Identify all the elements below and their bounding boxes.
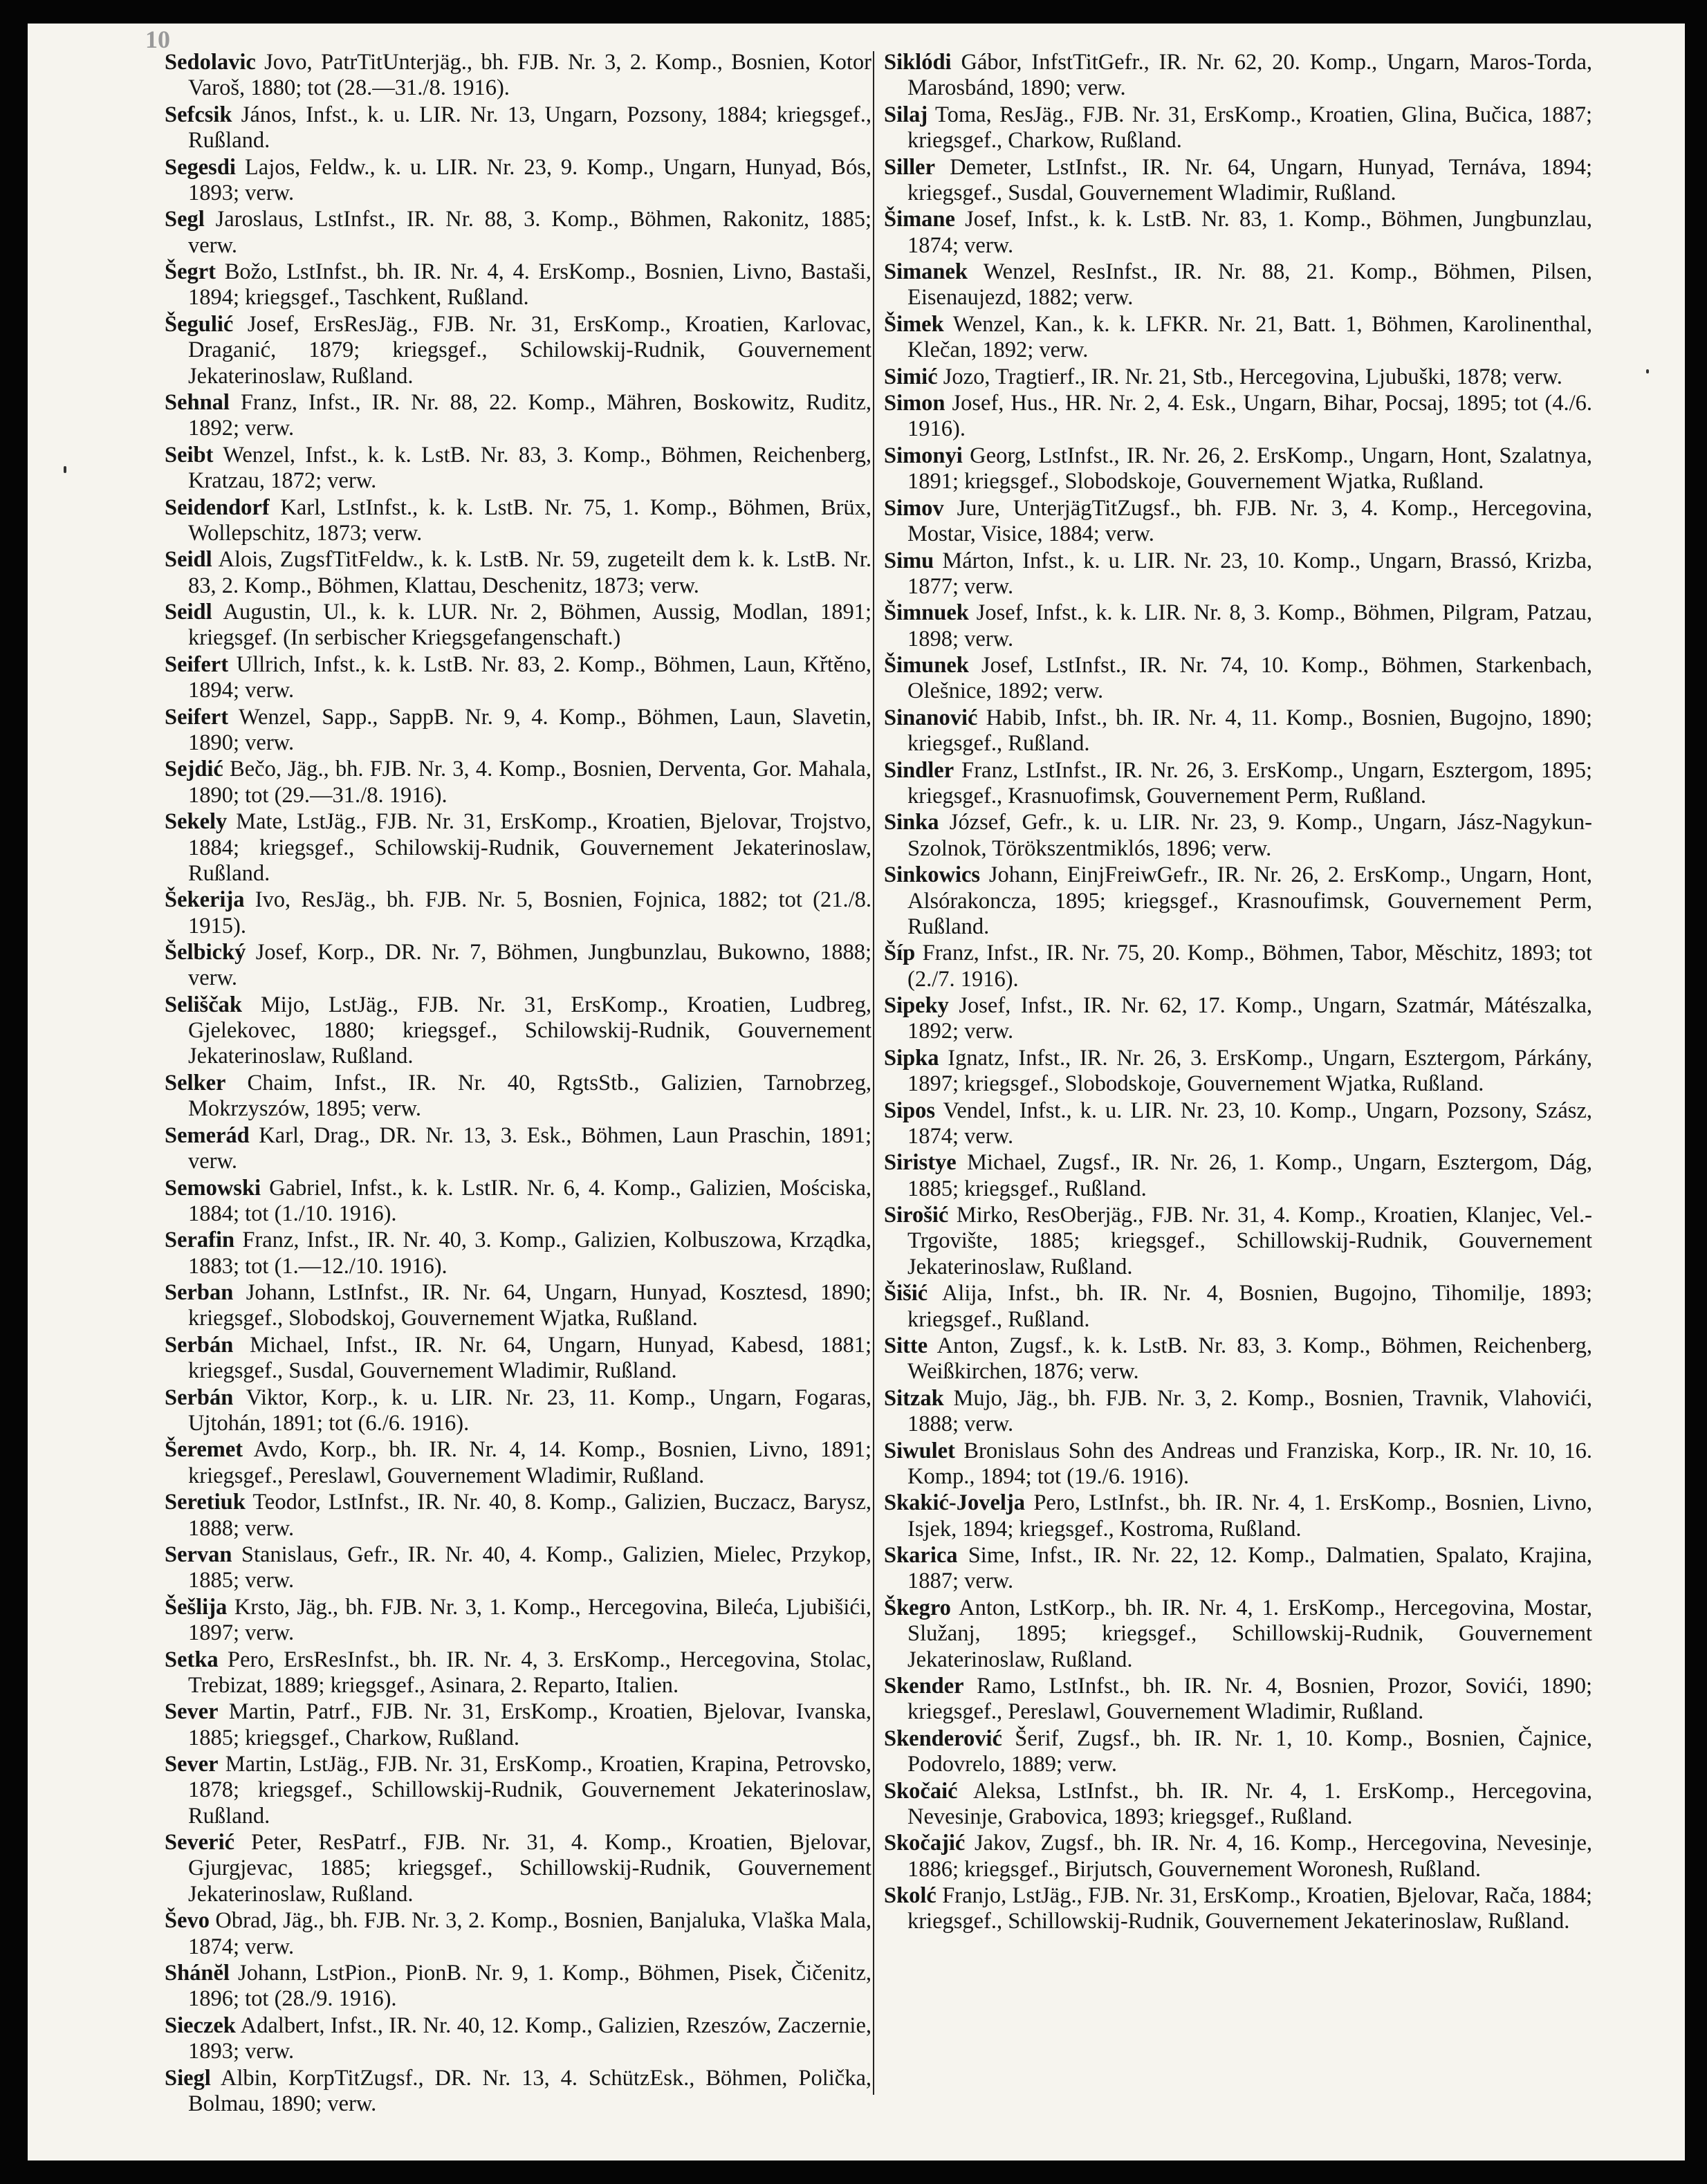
register-entry xyxy=(884,1674,1592,1725)
entry-surname: Sinka xyxy=(884,810,939,835)
entry-surname: Šelbický xyxy=(165,940,246,965)
register-entry xyxy=(884,1438,1592,1490)
entry-details: Chaim, Infst., IR. Nr. 40, RgtsStb., Galizien, Tarnobrzeg, Mokrzyszów, 1895; verw. xyxy=(188,1070,871,1122)
register-entry xyxy=(165,992,871,1070)
entry-surname: Semerád xyxy=(165,1122,250,1148)
entry-surname: Simić xyxy=(884,364,938,389)
entry-details: Michael, Infst., IR. Nr. 64, Ungarn, Hunyad, Kabesd, 1881; kriegsgef., Susdal, Gouvernement Wladimir, Rußland. xyxy=(188,1332,871,1384)
register-entry xyxy=(165,1490,871,1542)
register-entry xyxy=(884,155,1592,207)
entry-details: Martin, Patrf., FJB. Nr. 31, ErsKomp., Kroatien, Bjelovar, Ivanska, 1885; kriegsgef., Charkow, Rußland. xyxy=(188,1699,871,1750)
entry-surname: Serban xyxy=(165,1280,234,1306)
entry-surname: Sipos xyxy=(884,1098,936,1123)
entry-details: Josef, Korp., DR. Nr. 7, Böhmen, Jungbunzlau, Bukowno, 1888; verw. xyxy=(188,940,871,991)
entry-details: Vendel, Infst., k. u. LIR. Nr. 23, 10. Komp., Ungarn, Pozsony, Szász, 1874; verw. xyxy=(907,1098,1592,1149)
entry-details: Alija, Infst., bh. IR. Nr. 4, Bosnien, Bugojno, Tihomilje, 1893; kriegsgef., Rußland. xyxy=(907,1281,1592,1332)
entry-surname: Siegl xyxy=(165,2065,211,2091)
register-entry xyxy=(165,1437,871,1489)
entry-details: Wenzel, ResInfst., IR. Nr. 88, 21. Komp., Böhmen, Pilsen, Eisenaujezd, 1882; verw. xyxy=(907,259,1592,311)
entry-surname: Šeremet xyxy=(165,1437,243,1463)
entry-surname: Skakić-Jovelja xyxy=(884,1490,1026,1516)
register-entry xyxy=(884,50,1592,102)
register-entry xyxy=(884,810,1592,862)
register-entry xyxy=(884,1779,1592,1831)
entry-details: Johann, LstInfst., IR. Nr. 64, Ungarn, Hunyad, Kosztesd, 1890; kriegsgef., Slobodskoj, Gouvernement Wjatka, Rußland. xyxy=(188,1280,871,1331)
entry-details: Karl, LstInfst., k. k. LstB. Nr. 75, 1. Komp., Böhmen, Brüx, Wollepschitz, 1873; verw. xyxy=(188,494,871,546)
register-entry xyxy=(165,1123,871,1175)
entry-details: Ramo, LstInfst., bh. IR. Nr. 4, Bosnien, Prozor, Sovići, 1890; kriegsgef., Pereslawl, Gouvernement Wladimir, Rußland. xyxy=(907,1674,1592,1725)
entry-surname: Skender xyxy=(884,1674,964,1699)
register-entry xyxy=(165,547,871,599)
entry-surname: Serbán xyxy=(165,1385,234,1410)
page-number: 10 xyxy=(145,26,170,53)
entry-details: Adalbert, Infst., IR. Nr. 40, 12. Komp., Galizien, Rzeszów, Zaczernie, 1893; verw. xyxy=(188,2012,871,2064)
register-entry xyxy=(165,1228,871,1279)
register-entry xyxy=(884,600,1592,652)
print-speck xyxy=(1646,369,1649,373)
page xyxy=(28,24,1685,2160)
entry-details: Habib, Infst., bh. IR. Nr. 4, 11. Komp., Bosnien, Bugojno, 1890; kriegsgef., Rußland. xyxy=(907,705,1592,757)
entry-surname: Serbán xyxy=(165,1332,234,1358)
entry-surname: Ševo xyxy=(165,1908,210,1934)
register-entry xyxy=(884,1386,1592,1438)
entry-details: Josef, Infst., k. k. LIR. Nr. 8, 3. Komp., Böhmen, Pilgram, Patzau, 1898; verw. xyxy=(907,600,1592,651)
entry-details: Teodor, LstInfst., IR. Nr. 40, 8. Komp., Galizien, Buczacz, Barysz, 1888; verw. xyxy=(188,1490,871,1541)
register-entry xyxy=(884,312,1592,364)
entry-details: Anton, Zugsf., k. k. LstB. Nr. 83, 3. Komp., Böhmen, Reichenberg, Weißkirchen, 1876; verw. xyxy=(907,1333,1592,1385)
register-entry xyxy=(165,1542,871,1594)
register-entry xyxy=(884,1333,1592,1385)
entry-surname: Seibt xyxy=(165,442,214,468)
register-entry xyxy=(884,1831,1592,1882)
entry-surname: Servan xyxy=(165,1542,232,1567)
entry-surname: Simon xyxy=(884,391,945,416)
entry-surname: Skarica xyxy=(884,1543,958,1568)
register-entry xyxy=(884,391,1592,443)
entry-details: Gábor, InfstTitGefr., IR. Nr. 62, 20. Komp., Ungarn, Maros-Torda, Marosbánd, 1890; verw. xyxy=(907,50,1592,101)
entry-details: Pero, ErsResInfst., bh. IR. Nr. 4, 3. ErsKomp., Hercegovina, Stolac, Trebizat, 1889; kriegsgef., Asinara, 2. Reparto, Italien. xyxy=(188,1647,871,1698)
register-entry xyxy=(165,1830,871,1907)
register-entry xyxy=(884,1883,1592,1935)
entry-surname: Siwulet xyxy=(884,1438,955,1463)
entry-details: Ivo, ResJäg., bh. FJB. Nr. 5, Bosnien, Fojnica, 1882; tot (21./8. 1915). xyxy=(188,887,871,938)
register-entry xyxy=(165,50,871,102)
register-entry xyxy=(884,1726,1592,1778)
entry-details: Karl, Drag., DR. Nr. 13, 3. Esk., Böhmen, Laun Praschin, 1891; verw. xyxy=(188,1122,871,1174)
entry-surname: Škegro xyxy=(884,1595,951,1620)
register-entry xyxy=(884,1098,1592,1150)
entry-details: Toma, ResJäg., FJB. Nr. 31, ErsKomp., Kroatien, Glina, Bučica, 1887; kriegsgef., Charkow, Rußland. xyxy=(907,102,1592,154)
register-entry xyxy=(165,155,871,207)
register-entry xyxy=(165,312,871,389)
entry-details: Avdo, Korp., bh. IR. Nr. 4, 14. Komp., Bosnien, Livno, 1891; kriegsgef., Pereslawl, Gouvernement Wladimir, Rußland. xyxy=(188,1437,871,1488)
entry-surname: Šimunek xyxy=(884,653,969,678)
entry-details: Wenzel, Kan., k. k. LFKR. Nr. 21, Batt. 1, Böhmen, Karolinenthal, Klečan, 1892; verw. xyxy=(907,311,1592,363)
entry-surname: Šíp xyxy=(884,941,916,966)
entry-surname: Sedolavic xyxy=(165,50,256,75)
register-entry xyxy=(884,548,1592,600)
entry-details: Georg, LstInfst., IR. Nr. 26, 2. ErsKomp., Ungarn, Hont, Szalatnya, 1891; kriegsgef., Slobodskoje, Gouvernement Wjatka, Rußland. xyxy=(907,443,1592,494)
entry-surname: Simonyi xyxy=(884,443,963,468)
entry-surname: Serafin xyxy=(165,1228,235,1253)
entry-details: Franjo, LstJäg., FJB. Nr. 31, ErsKomp., Kroatien, Bjelovar, Rača, 1884; kriegsgef., Schillowskij-Rudnik, Gouvernement Jekaterinoslaw, Rußland. xyxy=(907,1883,1592,1934)
register-entry xyxy=(884,443,1592,495)
entry-surname: Selker xyxy=(165,1070,226,1095)
entry-surname: Šekerija xyxy=(165,887,245,913)
register-entry xyxy=(165,1752,871,1829)
entry-surname: Shánĕl xyxy=(165,1961,230,1986)
entry-details: János, Infst., k. u. LIR. Nr. 13, Ungarn, Pozsony, 1884; kriegsgef., Rußland. xyxy=(188,102,871,154)
entry-surname: Sindler xyxy=(884,757,954,783)
entry-surname: Sehnal xyxy=(165,389,230,415)
entry-surname: Seidendorf xyxy=(165,494,270,520)
register-entry xyxy=(165,887,871,939)
register-entry xyxy=(165,207,871,259)
entry-surname: Seidl xyxy=(165,600,212,625)
entry-details: Johann, LstPion., PionB. Nr. 9, 1. Komp., Böhmen, Pisek, Čičenitz, 1896; tot (28./9. 1916). xyxy=(188,1961,871,2012)
entry-surname: Skočajić xyxy=(884,1831,966,1856)
register-entry xyxy=(884,1490,1592,1542)
entry-details: Josef, Hus., HR. Nr. 2, 4. Esk., Ungarn, Bihar, Pocsaj, 1895; tot (4./6. 1916). xyxy=(907,391,1592,442)
register-entry xyxy=(165,1071,871,1122)
entry-surname: Seidl xyxy=(165,547,212,573)
entry-details: Stanislaus, Gefr., IR. Nr. 40, 4. Komp., Galizien, Mielec, Przykop, 1885; verw. xyxy=(188,1542,871,1593)
register-entry xyxy=(165,1961,871,2012)
entry-surname: Sefcsik xyxy=(165,102,232,127)
entry-details: Michael, Zugsf., IR. Nr. 26, 1. Komp., Ungarn, Esztergom, Dág, 1885; kriegsgef., Rußland. xyxy=(907,1150,1592,1201)
entry-details: Martin, LstJäg., FJB. Nr. 31, ErsKomp., Kroatien, Krapina, Petrovsko, 1878; kriegsgef., Schillowskij-Rudnik, Gouvernement Jekaterinoslaw, Rußland. xyxy=(188,1752,871,1829)
register-entry xyxy=(165,1176,871,1228)
register-entry xyxy=(884,1281,1592,1333)
register-entry xyxy=(165,1595,871,1647)
entry-surname: Sinanović xyxy=(884,705,978,730)
entry-details: Božo, LstInfst., bh. IR. Nr. 4, 4. ErsKomp., Bosnien, Livno, Bastaši, 1894; kriegsgef., Taschkent, Rußland. xyxy=(188,259,871,311)
entry-surname: Skočaić xyxy=(884,1778,958,1804)
entry-surname: Semowski xyxy=(165,1175,261,1201)
entry-details: Franz, Infst., IR. Nr. 75, 20. Komp., Böhmen, Tabor, Měschitz, 1893; tot (2./7. 1916). xyxy=(907,941,1592,992)
register-entry xyxy=(165,1280,871,1332)
entry-details: Wenzel, Sapp., SappB. Nr. 9, 4. Komp., Böhmen, Laun, Slavetin, 1890; verw. xyxy=(188,704,871,755)
entry-details: Mijo, LstJäg., FJB. Nr. 31, ErsKomp., Kroatien, Ludbreg, Gjelekovec, 1880; kriegsgef., Schilowskij-Rudnik, Gouvernement Jekaterinoslaw, Rußland. xyxy=(188,992,871,1069)
entry-details: Wenzel, Infst., k. k. LstB. Nr. 83, 3. Komp., Böhmen, Reichenberg, Kratzau, 1872; verw. xyxy=(188,442,871,494)
entry-surname: Skenderović xyxy=(884,1725,1002,1751)
register-entry xyxy=(884,941,1592,992)
entry-surname: Šimane xyxy=(884,207,955,232)
entry-details: Josef, ErsResJäg., FJB. Nr. 31, ErsKomp., Kroatien, Karlovac, Draganić, 1879; kriegsgef., Schilowskij-Rudnik, Gouvernement Jekaterinoslaw, Rußland. xyxy=(188,311,871,389)
entry-details: Ullrich, Infst., k. k. LstB. Nr. 83, 2. Komp., Böhmen, Laun, Křtěno, 1894; verw. xyxy=(188,651,871,703)
entry-surname: Siristye xyxy=(884,1150,957,1176)
entry-details: Pero, LstInfst., bh. IR. Nr. 4, 1. ErsKomp., Bosnien, Livno, Isjek, 1894; kriegsgef., Kostroma, Rußland. xyxy=(907,1490,1592,1542)
entry-surname: Sever xyxy=(165,1752,219,1777)
entry-details: Johann, EinjFreiwGefr., IR. Nr. 26, 2. ErsKomp., Ungarn, Hont, Alsórakoncza, 1895; kriegsgef., Krasnoufimsk, Gouvernement Perm, Rußland. xyxy=(907,862,1592,939)
entry-surname: Sinkowics xyxy=(884,862,981,888)
entry-surname: Siller xyxy=(884,154,936,180)
column-divider xyxy=(873,51,874,2095)
register-entry xyxy=(884,705,1592,757)
entry-details: Alois, ZugsfTitFeldw., k. k. LstB. Nr. 59, zugeteilt dem k. k. LstB. Nr. 83, 2. Komp., Böhmen, Klattau, Deschenitz, 1873; verw. xyxy=(188,547,871,598)
register-entry xyxy=(165,1699,871,1751)
register-entry xyxy=(165,1908,871,1960)
entry-details: Josef, Infst., IR. Nr. 62, 17. Komp., Ungarn, Szatmár, Mátészalka, 1892; verw. xyxy=(907,993,1592,1044)
entry-surname: Sejdić xyxy=(165,757,223,782)
entry-surname: Sipeky xyxy=(884,993,949,1019)
entry-details: Viktor, Korp., k. u. LIR. Nr. 23, 11. Komp., Ungarn, Fogaras, Ujtohán, 1891; tot (6./6. 1916). xyxy=(188,1385,871,1436)
entry-details: Franz, Infst., IR. Nr. 88, 22. Komp., Mähren, Boskowitz, Ruditz, 1892; verw. xyxy=(188,389,871,441)
register-entry xyxy=(165,705,871,757)
entry-details: Josef, LstInfst., IR. Nr. 74, 10. Komp., Böhmen, Starkenbach, Olešnice, 1892; verw. xyxy=(907,653,1592,704)
entry-details: Franz, LstInfst., IR. Nr. 26, 3. ErsKomp., Ungarn, Esztergom, 1895; kriegsgef., Krasnuofimsk, Gouvernement Perm, Rußland. xyxy=(907,757,1592,808)
register-entry xyxy=(884,1046,1592,1098)
entry-surname: Seretiuk xyxy=(165,1490,246,1515)
entry-surname: Šišić xyxy=(884,1281,928,1306)
register-entry xyxy=(165,2066,871,2118)
entry-details: Sime, Infst., IR. Nr. 22, 12. Komp., Dalmatien, Spalato, Krajina, 1887; verw. xyxy=(907,1543,1592,1594)
entry-details: Mirko, ResOberjäg., FJB. Nr. 31, 4. Komp., Kroatien, Klanjec, Vel.-Trgovište, 1885; kriegsgef., Schillowskij-Rudnik, Gouvernement Jekaterinoslaw, Rußland. xyxy=(907,1203,1592,1279)
entry-surname: Seliščak xyxy=(165,992,242,1017)
register-entry xyxy=(884,496,1592,548)
register-entry xyxy=(165,809,871,887)
entry-details: Jozo, Tragtierf., IR. Nr. 21, Stb., Hercegovina, Ljubuški, 1878; verw. xyxy=(937,364,1562,389)
entry-details: Jovo, PatrTitUnterjäg., bh. FJB. Nr. 3, 2. Komp., Bosnien, Kotor Varoš, 1880; tot (28.—31./8. 1916). xyxy=(188,50,871,101)
entry-surname: Segesdi xyxy=(165,154,236,180)
entry-surname: Sever xyxy=(165,1699,219,1725)
entry-surname: Segl xyxy=(165,207,205,232)
entry-details: Jaroslaus, LstInfst., IR. Nr. 88, 3. Komp., Böhmen, Rakonitz, 1885; verw. xyxy=(188,207,871,258)
entry-details: Franz, Infst., IR. Nr. 40, 3. Komp., Galizien, Kolbuszowa, Krządka, 1883; tot (1.—12./10. 1916). xyxy=(188,1228,871,1279)
entry-details: Bečo, Jäg., bh. FJB. Nr. 3, 4. Komp., Bosnien, Derventa, Gor. Mahala, 1890; tot (29.—31./8. 1916). xyxy=(188,757,871,808)
entry-details: Anton, LstKorp., bh. IR. Nr. 4, 1. ErsKomp., Hercegovina, Mostar, Služanj, 1895; kriegsgef., Schillowskij-Rudnik, Gouvernement Jekaterinoslaw, Rußland. xyxy=(907,1595,1592,1672)
entry-details: József, Gefr., k. u. LIR. Nr. 23, 9. Komp., Ungarn, Jász-Nagykun-Szolnok, Törökszentmiklós, 1896; verw. xyxy=(907,810,1592,861)
entry-surname: Sieczek xyxy=(165,2012,236,2038)
right-column xyxy=(884,50,1592,1936)
entry-details: Peter, ResPatrf., FJB. Nr. 31, 4. Komp., Kroatien, Bjelovar, Gjurgjevac, 1885; kriegsgef., Schillowskij-Rudnik, Gouvernement Jekaterinoslaw, Rußland. xyxy=(188,1830,871,1907)
entry-surname: Šešlija xyxy=(165,1594,228,1620)
entry-surname: Sekely xyxy=(165,809,228,835)
left-column xyxy=(165,50,871,2118)
register-entry xyxy=(165,1385,871,1437)
register-entry xyxy=(884,993,1592,1045)
register-entry xyxy=(884,207,1592,259)
entry-surname: Seifert xyxy=(165,704,229,730)
register-entry xyxy=(884,1203,1592,1280)
register-entry xyxy=(165,1333,871,1385)
register-entry xyxy=(884,1595,1592,1673)
register-entry xyxy=(884,259,1592,311)
entry-details: Jure, UnterjägTitZugsf., bh. FJB. Nr. 3, 4. Komp., Hercegovina, Mostar, Visice, 1884; verw. xyxy=(907,495,1592,547)
register-entry xyxy=(165,102,871,154)
print-speck xyxy=(64,466,66,473)
register-entry xyxy=(884,364,1592,390)
register-entry xyxy=(165,652,871,704)
entry-surname: Silaj xyxy=(884,102,928,127)
entry-surname: Seifert xyxy=(165,651,229,677)
entry-surname: Simu xyxy=(884,548,934,573)
register-entry xyxy=(165,2013,871,2065)
register-entry xyxy=(884,758,1592,810)
entry-details: Márton, Infst., k. u. LIR. Nr. 23, 10. Komp., Ungarn, Brassó, Krizba, 1877; verw. xyxy=(907,548,1592,599)
entry-details: Bronislaus Sohn des Andreas und Franziska, Korp., IR. Nr. 10, 16. Komp., 1894; tot (19./6. 1916). xyxy=(907,1438,1592,1489)
register-entry xyxy=(884,1150,1592,1202)
entry-details: Krsto, Jäg., bh. FJB. Nr. 3, 1. Komp., Hercegovina, Bileća, Ljubišići, 1897; verw. xyxy=(188,1594,871,1646)
entry-details: Gabriel, Infst., k. k. LstIR. Nr. 6, 4. Komp., Galizien, Mościska, 1884; tot (1./10. 1916). xyxy=(188,1175,871,1226)
entry-surname: Siklódi xyxy=(884,50,952,75)
entry-surname: Severić xyxy=(165,1830,235,1856)
entry-details: Jakov, Zugsf., bh. IR. Nr. 4, 16. Komp., Hercegovina, Nevesinje, 1886; kriegsgef., Birjutsch, Gouvernement Woronesh, Rußland. xyxy=(907,1831,1592,1882)
entry-details: Ignatz, Infst., IR. Nr. 26, 3. ErsKomp., Ungarn, Esztergom, Párkány, 1897; kriegsgef., Slobodskoje, Gouvernement Wjatka, Rußland. xyxy=(907,1045,1592,1097)
entry-surname: Simanek xyxy=(884,259,968,285)
entry-surname: Simov xyxy=(884,495,944,521)
entry-surname: Šegulić xyxy=(165,311,234,337)
register-entry xyxy=(884,102,1592,154)
entry-details: Josef, Infst., k. k. LstB. Nr. 83, 1. Komp., Böhmen, Jungbunzlau, 1874; verw. xyxy=(907,207,1592,258)
register-entry xyxy=(884,1543,1592,1595)
register-entry xyxy=(165,1647,871,1699)
entry-surname: Sirošić xyxy=(884,1203,949,1228)
register-entry xyxy=(884,862,1592,940)
entry-details: Šerif, Zugsf., bh. IR. Nr. 1, 10. Komp., Bosnien, Čajnice, Podovrelo, 1889; verw. xyxy=(907,1725,1592,1777)
entry-surname: Sitte xyxy=(884,1333,928,1359)
entry-surname: Sipka xyxy=(884,1045,939,1071)
entry-details: Albin, KorpTitZugsf., DR. Nr. 13, 4. SchützEsk., Böhmen, Polička, Bolmau, 1890; verw. xyxy=(188,2065,871,2116)
entry-details: Demeter, LstInfst., IR. Nr. 64, Ungarn, Hunyad, Ternáva, 1894; kriegsgef., Susdal, Gouvernement Wladimir, Rußland. xyxy=(907,154,1592,205)
entry-details: Mujo, Jäg., bh. FJB. Nr. 3, 2. Komp., Bosnien, Travnik, Vlahovići, 1888; verw. xyxy=(907,1385,1592,1437)
entry-details: Obrad, Jäg., bh. FJB. Nr. 3, 2. Komp., Bosnien, Banjaluka, Vlaška Mala, 1874; verw. xyxy=(188,1908,871,1959)
entry-surname: Setka xyxy=(165,1647,219,1672)
entry-details: Mate, LstJäg., FJB. Nr. 31, ErsKomp., Kroatien, Bjelovar, Trojstvo, 1884; kriegsgef., Schilowskij-Rudnik, Gouvernement Jekaterinoslaw, Rußland. xyxy=(188,809,871,886)
register-entry xyxy=(165,495,871,547)
entry-surname: Šimnuek xyxy=(884,600,969,626)
register-entry xyxy=(165,390,871,442)
entry-details: Augustin, Ul., k. k. LUR. Nr. 2, Böhmen, Aussig, Modlan, 1891; kriegsgef. (In serbischer Kriegsgefangenschaft.) xyxy=(188,600,871,651)
entry-details: Lajos, Feldw., k. u. LIR. Nr. 23, 9. Komp., Ungarn, Hunyad, Bós, 1893; verw. xyxy=(188,154,871,205)
register-entry xyxy=(884,653,1592,705)
register-entry xyxy=(165,757,871,808)
register-entry xyxy=(165,443,871,494)
register-entry xyxy=(165,940,871,992)
entry-details: Aleksa, LstInfst., bh. IR. Nr. 4, 1. ErsKomp., Hercegovina, Nevesinje, Grabovica, 1893; kriegsgef., Rußland. xyxy=(907,1778,1592,1829)
register-entry xyxy=(165,259,871,311)
entry-surname: Šimek xyxy=(884,311,944,337)
register-entry xyxy=(165,600,871,651)
entry-surname: Šegrt xyxy=(165,259,216,285)
entry-surname: Sitzak xyxy=(884,1385,944,1411)
entry-surname: Skolć xyxy=(884,1883,936,1909)
